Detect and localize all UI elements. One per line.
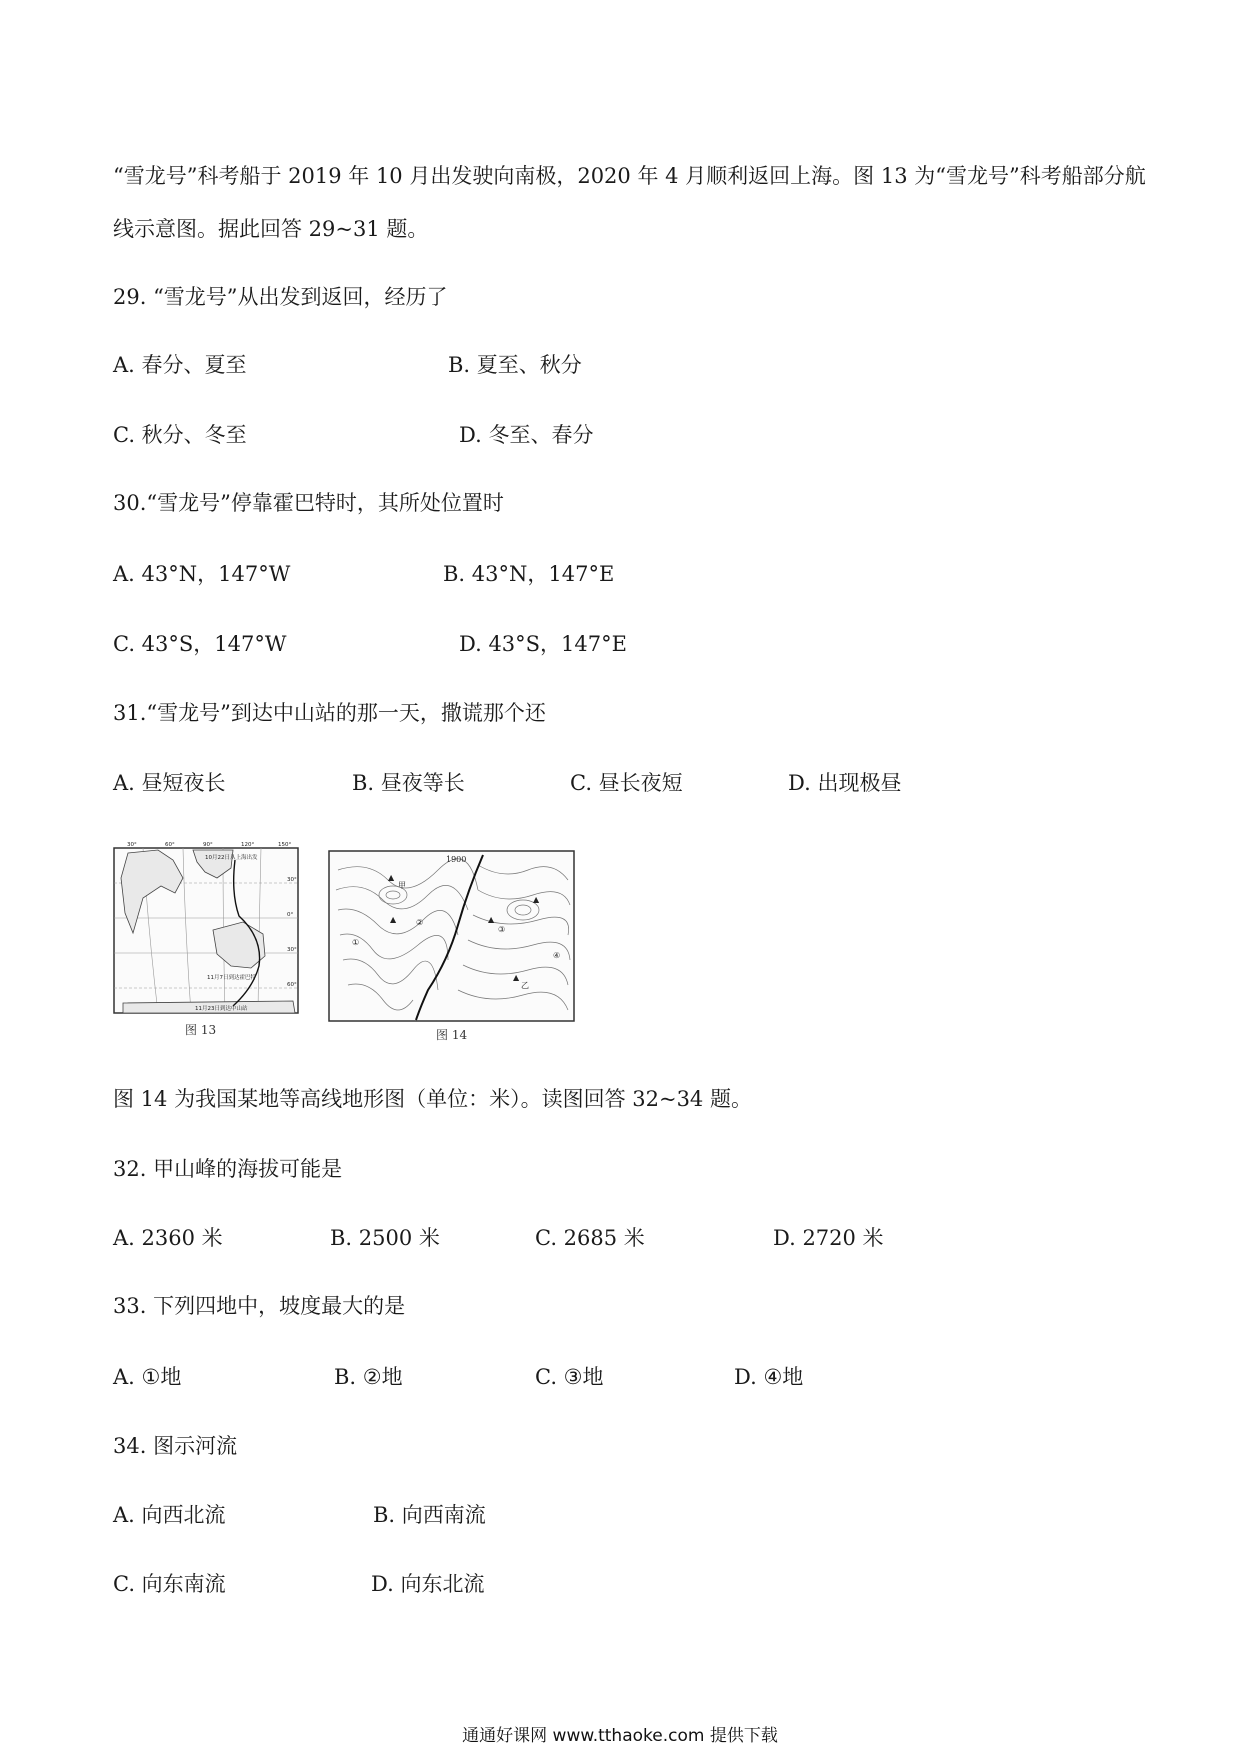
fig13-lat-label: 60° xyxy=(287,982,297,988)
fig14-peak-icon: ▲ xyxy=(390,915,397,924)
figure-14 xyxy=(328,850,578,1050)
q30-option-c: C. 43°S，147°W xyxy=(113,632,287,656)
figure-14-map xyxy=(328,850,578,1025)
fig14-peak-name-jia: 甲 xyxy=(398,881,406,890)
q33-option-a: A. ①地 xyxy=(113,1365,182,1389)
fig14-peak-icon: ▲ xyxy=(533,895,540,904)
fig13-lat-label: 0° xyxy=(287,912,294,918)
q33-stem: 33. 下列四地中，坡度最大的是 xyxy=(113,1294,406,1318)
fig13-lon-label: 120° xyxy=(241,842,255,848)
q29-option-c: C. 秋分、冬至 xyxy=(113,423,247,447)
intro-line-2: 线示意图。据此回答 29~31 题。 xyxy=(113,217,429,241)
q29-option-d: D. 冬至、春分 xyxy=(459,423,594,447)
fig13-lon-label: 90° xyxy=(203,842,213,848)
q30-option-a: A. 43°N，147°W xyxy=(113,562,291,586)
q29-option-a: A. 春分、夏至 xyxy=(113,353,247,377)
q32-option-b: B. 2500 米 xyxy=(330,1226,440,1250)
q33-option-d: D. ④地 xyxy=(734,1365,804,1389)
q34-option-c: C. 向东南流 xyxy=(113,1572,226,1596)
fig13-lon-label: 150° xyxy=(278,842,292,848)
q32-option-c: C. 2685 米 xyxy=(535,1226,645,1250)
figure-13 xyxy=(113,838,303,1038)
figure-13-caption: 图 13 xyxy=(185,1023,217,1037)
fig13-lon-label: 60° xyxy=(165,842,175,848)
q29-option-b: B. 夏至、秋分 xyxy=(448,353,582,377)
q31-option-a: A. 昼短夜长 xyxy=(113,771,226,795)
q30-stem: 30.“雪龙号”停靠霍巴特时，其所处位置时 xyxy=(113,491,504,515)
q32-option-d: D. 2720 米 xyxy=(773,1226,884,1250)
q33-option-b: B. ②地 xyxy=(334,1365,403,1389)
fig13-lat-label: 30° xyxy=(287,877,297,883)
page-footer: 通通好课网 www.tthaoke.com 提供下载 xyxy=(462,1726,778,1746)
q33-option-c: C. ③地 xyxy=(535,1365,604,1389)
figure-14-caption: 图 14 xyxy=(436,1028,468,1042)
figure-13-map xyxy=(113,838,303,1018)
q32-stem: 32. 甲山峰的海拔可能是 xyxy=(113,1157,343,1181)
fig14-marker-4: ④ xyxy=(553,951,561,960)
fig14-marker-2: ② xyxy=(416,918,424,927)
fig14-peak-icon: ▲ xyxy=(488,915,495,924)
fig13-note-bottom: 11月23日到达中山站 xyxy=(195,1006,248,1012)
intro-2: 图 14 为我国某地等高线地形图（单位：米）。读图回答 32~34 题。 xyxy=(113,1087,752,1111)
fig13-lon-label: 30° xyxy=(127,842,137,848)
q31-stem: 31.“雪龙号”到达中山站的那一天，撒谎那个还 xyxy=(113,701,546,725)
fig14-marker-1: ① xyxy=(352,938,360,947)
q34-stem: 34. 图示河流 xyxy=(113,1434,238,1458)
q32-option-a: A. 2360 米 xyxy=(113,1226,223,1250)
q34-option-b: B. 向西南流 xyxy=(373,1503,486,1527)
fig14-peak-icon: ▲ xyxy=(388,873,395,882)
q31-option-b: B. 昼夜等长 xyxy=(352,771,465,795)
fig13-note-mid: 11月7日到达霍巴特 xyxy=(207,975,256,981)
q34-option-d: D. 向东北流 xyxy=(371,1572,485,1596)
fig14-marker-3: ③ xyxy=(498,925,506,934)
fig14-peak-icon: ▲ xyxy=(513,973,520,982)
q29-stem: 29. “雪龙号”从出发到返回，经历了 xyxy=(113,285,448,309)
fig13-note-top: 10月22日从上海出发 xyxy=(205,855,258,861)
q34-option-a: A. 向西北流 xyxy=(113,1503,226,1527)
q31-option-d: D. 出现极昼 xyxy=(788,771,902,795)
q31-option-c: C. 昼长夜短 xyxy=(570,771,683,795)
fig14-peak-name-yi: 乙 xyxy=(521,981,529,990)
intro-line-1: “雪龙号”科考船于 2019 年 10 月出发驶向南极，2020 年 4 月顺利返回上海。图 13 为“雪龙号”科考船部分航 xyxy=(113,164,1146,188)
fig14-contour-label: 1900 xyxy=(446,855,467,864)
fig13-lat-label: 30° xyxy=(287,947,297,953)
q30-option-b: B. 43°N，147°E xyxy=(443,562,615,586)
q30-option-d: D. 43°S，147°E xyxy=(459,632,627,656)
